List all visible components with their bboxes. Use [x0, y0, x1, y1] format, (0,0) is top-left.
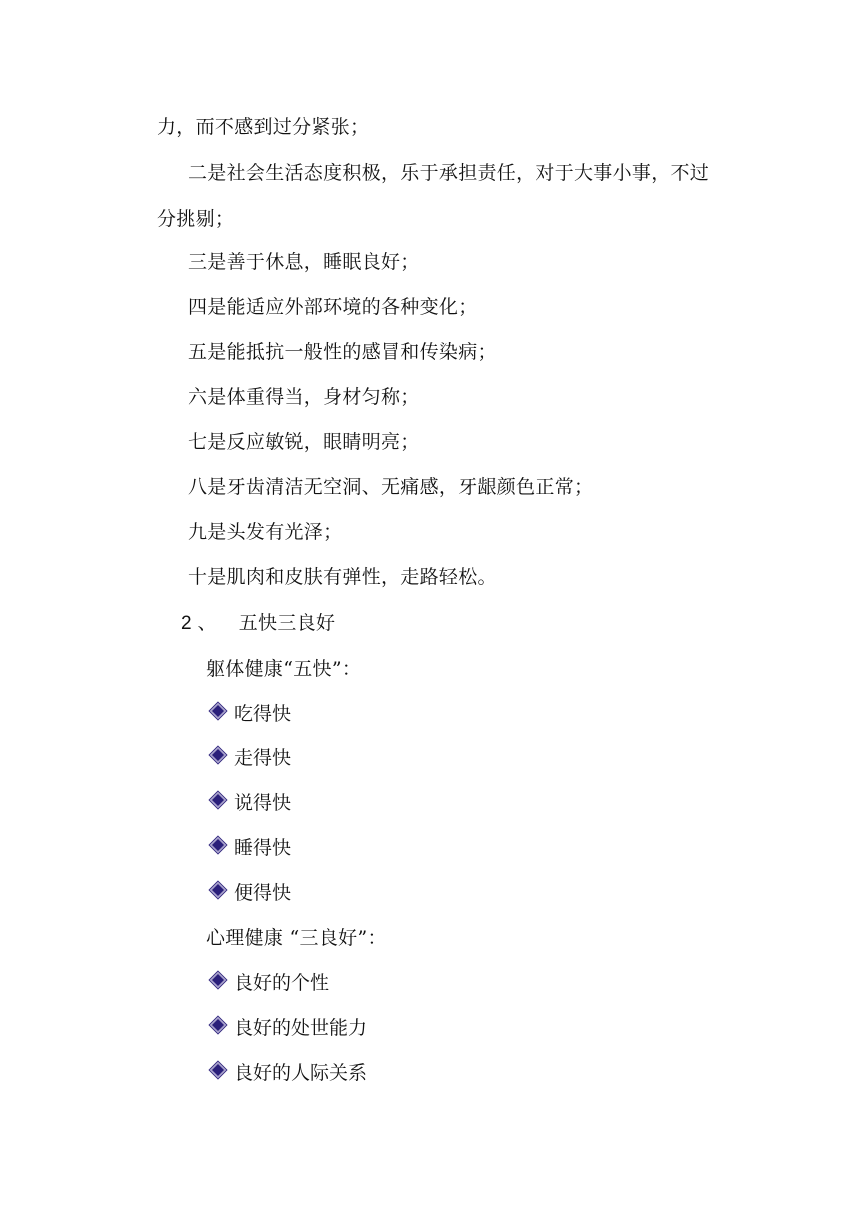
- paragraph-line-2: 二是社会生活态度积极，乐于承担责任，对于大事小事，不过: [188, 162, 710, 184]
- diamond-bullet-icon: [208, 745, 228, 765]
- body-health-item: [208, 701, 291, 727]
- body-health-item: [208, 790, 291, 816]
- paragraph-line-9: 八是牙齿清洁无空洞、无痛感，牙龈颜色正常；: [188, 476, 594, 498]
- body-health-item-label: 走得快: [234, 747, 292, 769]
- body-health-item-label: 睡得快: [234, 837, 292, 859]
- diamond-bullet-icon: [208, 835, 228, 855]
- diamond-bullet-icon: [208, 1015, 228, 1035]
- paragraph-line-5: 四是能适应外部环境的各种变化；: [188, 296, 478, 318]
- mental-health-item-label: 良好的人际关系: [234, 1062, 368, 1084]
- mental-health-item: [208, 1060, 367, 1086]
- section-title: 五快三良好: [238, 612, 336, 634]
- diamond-bullet-icon: [208, 880, 228, 900]
- paragraph-line-8: 七是反应敏锐，眼睛明亮；: [188, 431, 420, 453]
- body-health-item: [208, 835, 291, 861]
- diamond-bullet-icon: [208, 790, 228, 810]
- diamond-bullet-icon: [208, 970, 228, 990]
- mental-health-item-label: 良好的处世能力: [234, 1017, 368, 1039]
- paragraph-line-1: 力，而不感到过分紧张；: [157, 116, 370, 138]
- body-health-heading: 躯体健康“五快”：: [206, 658, 362, 680]
- section-heading: [181, 610, 335, 637]
- body-health-item: [208, 880, 291, 906]
- body-health-item-label: 说得快: [234, 792, 292, 814]
- paragraph-line-6: 五是能抵抗一般性的感冒和传染病；: [188, 341, 497, 363]
- mental-health-item: [208, 1015, 367, 1041]
- paragraph-line-3: 分挑剔；: [157, 208, 235, 230]
- mental-health-item-label: 良好的个性: [234, 972, 330, 994]
- paragraph-line-4: 三是善于休息，睡眠良好；: [188, 251, 420, 273]
- paragraph-line-10: 九是头发有光泽；: [188, 521, 343, 543]
- diamond-bullet-icon: [208, 1060, 228, 1080]
- section-number: 2 、: [181, 613, 217, 634]
- paragraph-line-7: 六是体重得当，身材匀称；: [188, 386, 420, 408]
- body-health-item-label: 吃得快: [234, 703, 292, 725]
- diamond-bullet-icon: [208, 701, 228, 721]
- body-health-item-label: 便得快: [234, 882, 292, 904]
- paragraph-line-11: 十是肌肉和皮肤有弹性，走路轻松。: [188, 566, 497, 588]
- mental-health-heading: 心理健康 “三良好”：: [206, 927, 387, 949]
- body-health-item: [208, 745, 291, 771]
- mental-health-item: [208, 970, 329, 996]
